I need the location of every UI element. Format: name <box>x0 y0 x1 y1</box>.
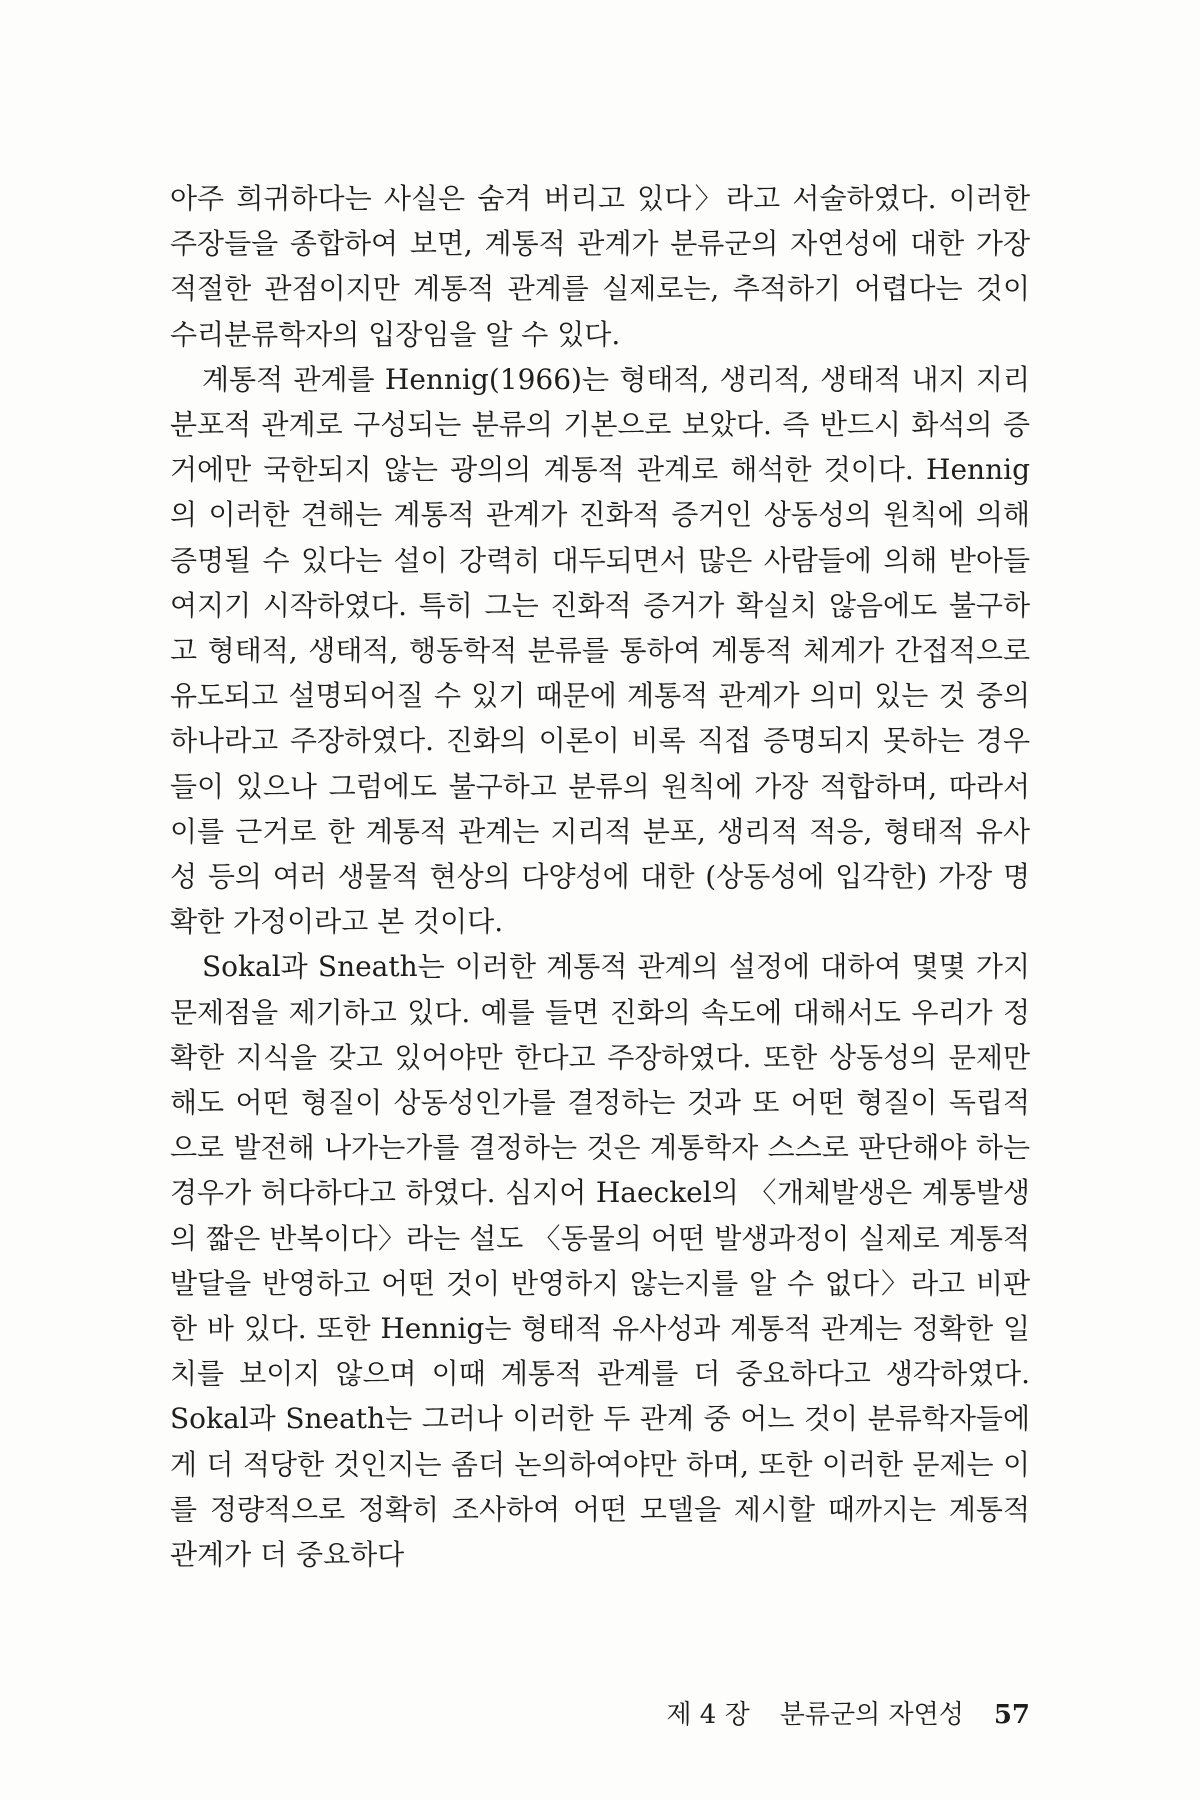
page-number: 57 <box>993 1700 1030 1730</box>
paragraph-1: 아주 희귀하다는 사실은 숨겨 버리고 있다〉라고 서술하였다. 이러한 주장들을 종합하여 보면, 계통적 관계가 분류군의 자연성에 대한 가장 적절한 관점이지만 계통적 관계를 실제로는, 추적하기 어렵다는 것이 수리분류학자의 입장임을 알 수 있다. <box>170 182 1030 351</box>
chapter-title: 분류군의 자연성 <box>779 1700 964 1730</box>
running-footer <box>666 1694 1030 1731</box>
paragraph-3: Sokal과 Sneath는 이러한 계통적 관계의 설정에 대하여 몇몇 가지 문제점을 제기하고 있다. 예를 들면 진화의 속도에 대해서도 우리가 정확한 지식을 갖고 있어야만 한다고 주장하였다. 또한 상동성의 문제만 해도 어떤 형질이 상동성인가를 결정하는 것과 또 어떤 형질이 독립적으로 발전해 나가는가를 결정하는 것은 계통학자 스스로 판단해야 하는 경우가 허다하다고 하였다. 심지어 Haeckel의 〈개체발생은 계통발생의 짧은 반복이다〉라는 설도 〈동물의 어떤 발생과정이 실제로 계통적 발달을 반영하고 어떤 것이 반영하지 않는지를 알 수 없다〉라고 비판한 바 있다. 또한 Hennig는 형태적 유사성과 계통적 관계는 정확한 일치를 보이지 않으며 이때 계통적 관계를 더 중요하다고 생각하였다. Sokal과 Sneath는 그러나 이러한 두 관계 중 어느 것이 분류학자들에게 더 적당한 것인지는 좀더 논의하여야만 하며, 또한 이러한 문제는 이를 정량적으로 정확히 조사하여 어떤 모델을 제시할 때까지는 계통적 관계가 더 중요하다 <box>170 950 1030 1572</box>
body-text <box>170 176 1030 1577</box>
chapter-label: 제 4 장 <box>666 1700 750 1730</box>
paragraph-2: 계통적 관계를 Hennig(1966)는 형태적, 생리적, 생태적 내지 지리 분포적 관계로 구성되는 분류의 기본으로 보았다. 즉 반드시 화석의 증거에만 국한되지 않는 광의의 계통적 관계로 해석한 것이다. Hennig의 이러한 견해는 계통적 관계가 진화적 증거인 상동성의 원칙에 의해 증명될 수 있다는 설이 강력히 대두되면서 많은 사람들에 의해 받아들여지기 시작하였다. 특히 그는 진화적 증거가 확실치 않음에도 불구하고 형태적, 생태적, 행동학적 분류를 통하여 계통적 체계가 간접적으로 유도되고 설명되어질 수 있기 때문에 계통적 관계가 의미 있는 것 중의 하나라고 주장하였다. 진화의 이론이 비록 직접 증명되지 못하는 경우들이 있으나 그럼에도 불구하고 분류의 원칙에 가장 적합하며, 따라서 이를 근거로 한 계통적 관계는 지리적 분포, 생리적 적응, 형태적 유사성 등의 여러 생물적 현상의 다양성에 대한 (상동성에 입각한) 가장 명확한 가정이라고 본 것이다. <box>170 362 1030 939</box>
